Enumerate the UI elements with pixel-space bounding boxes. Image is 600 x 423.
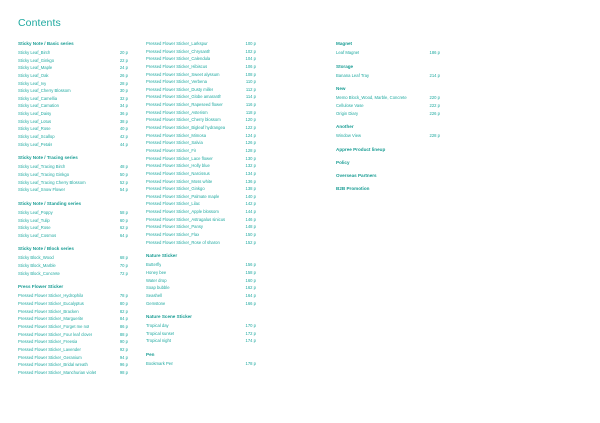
toc-entry-title: Sticky Leaf_Ginkgo (18, 57, 55, 63)
toc-entry-page: 132 p (245, 163, 256, 169)
toc-entry[interactable] (18, 224, 128, 232)
toc-entry-title: Seashell (146, 292, 163, 298)
toc-entry[interactable] (146, 132, 256, 140)
toc-entry-page: 90 p (119, 339, 128, 345)
toc-entry[interactable] (146, 147, 256, 155)
toc-entry-title: Pressed Flower Sticker_Geranium (18, 354, 82, 360)
toc-section (336, 123, 440, 140)
toc-entry-title: Pressed Flower Sticker_Rose of sharon (146, 239, 220, 245)
toc-entry-title: Tropical sunset (146, 330, 175, 336)
toc-entry[interactable] (18, 232, 128, 240)
toc-entry[interactable] (146, 200, 256, 208)
toc-entry-title: Sticky Leaf_Poppy (18, 209, 53, 215)
toc-entry[interactable] (18, 331, 128, 339)
toc-entry[interactable] (146, 155, 256, 163)
toc-entry-page: 164 p (245, 292, 256, 298)
toc-entry-page: 86 p (119, 323, 128, 329)
section-heading: Sticky Note / Standing series (18, 200, 82, 206)
toc-entry[interactable] (18, 262, 128, 270)
toc-entry-title: Sticky Leaf_Ivy (18, 80, 47, 86)
toc-entry[interactable] (146, 300, 256, 308)
toc-entry-page: 70 p (119, 263, 128, 269)
toc-section (336, 40, 440, 57)
toc-entry[interactable] (146, 124, 256, 132)
toc-entry-page: 114 p (245, 94, 256, 100)
toc-entry[interactable] (18, 49, 128, 57)
toc-entry-page: 122 p (245, 125, 256, 131)
toc-entry-title: Pressed Flower Sticker_Rapeseed flower (146, 102, 223, 108)
toc-entry-page: 84 p (119, 316, 128, 322)
toc-entry[interactable] (18, 57, 128, 65)
toc-entry[interactable] (146, 193, 256, 201)
toc-entry[interactable] (18, 361, 128, 369)
toc-entry-title: Pressed Flower Sticker_Mimosa (146, 132, 207, 138)
toc-entry-page: 130 p (245, 155, 256, 161)
toc-entry[interactable] (18, 354, 128, 362)
toc-entry-page: 26 p (119, 72, 128, 78)
toc-entry-page: 50 p (119, 171, 128, 177)
toc-section (146, 252, 256, 307)
toc-entry-title: Pressed Flower Sticker_Larkspur (146, 41, 208, 46)
toc-entry-title: Sticky Leaf_Tulip (18, 217, 50, 223)
toc-entry[interactable] (146, 162, 256, 170)
section-heading: Sticky Note / Block series (18, 246, 74, 252)
toc-entry-title: Sticky Leaf_Carnation (18, 103, 59, 109)
toc-entry[interactable] (146, 216, 256, 224)
toc-section (18, 283, 128, 376)
toc-entry-title: Sticky Leaf_Daisy (18, 111, 52, 117)
toc-entry-title: Honey bee (146, 269, 167, 275)
toc-entry-title: Pressed Flower Sticker_Marguerite (18, 316, 84, 322)
toc-entry-page: 120 p (245, 117, 256, 123)
toc-entry-page: 58 p (119, 209, 128, 215)
toc-entry-title: Pressed Flower Sticker_Lace flower (146, 155, 213, 161)
toc-entry-title: Pressed Flower Sticker_Fir (146, 147, 197, 153)
toc-entry-page: 36 p (119, 111, 128, 117)
toc-entry-page: 104 p (245, 56, 256, 62)
toc-entry-title: Pressed Flower Sticker_Pansy (146, 224, 204, 230)
toc-entry-page: 88 p (119, 331, 128, 337)
toc-entry-title: Pressed Flower Sticker_Four leaf clover (18, 331, 93, 337)
toc-entry-title: Sticky Block_Wood (18, 255, 54, 261)
section-heading: Press Flower Sticker (18, 284, 64, 290)
toc-entry-title: Pressed Flower Sticker_Flax (146, 232, 200, 238)
toc-entry-title: Pressed Flower Sticker_Calendula (146, 56, 211, 62)
toc-entry[interactable] (336, 49, 440, 57)
section-heading[interactable]: B2B Promotion (336, 185, 370, 191)
toc-entry-page: 174 p (245, 338, 256, 344)
toc-entry-page: 102 p (245, 48, 256, 54)
toc-entry-title: Origin Diary (336, 110, 359, 116)
toc-entry-page: 96 p (119, 362, 128, 368)
toc-entry-page: 142 p (245, 201, 256, 207)
toc-entry[interactable] (336, 110, 440, 118)
toc-entry-page: 48 p (119, 164, 128, 170)
toc-entry[interactable] (146, 185, 256, 193)
toc-entry-title: Pressed Flower Sticker_Palmate maple (146, 193, 220, 199)
toc-entry-page: 62 p (119, 225, 128, 231)
toc-entry-title: Sticky Leaf_Oak (18, 72, 49, 78)
toc-entry[interactable] (336, 72, 440, 80)
toc-entry-title: Leaf Magnet (336, 50, 360, 55)
toc-entry-page: 136 p (245, 178, 256, 184)
toc-entry-page: 94 p (119, 354, 128, 360)
toc-entry-page: 166 p (245, 300, 256, 306)
toc-section (336, 85, 440, 117)
toc-section (18, 40, 128, 148)
toc-entry-title: Sticky Leaf_Maple (18, 65, 53, 71)
toc-entry[interactable] (18, 110, 128, 118)
toc-entry[interactable] (146, 292, 256, 300)
toc-section (336, 159, 440, 166)
toc-entry-title: Pressed Flower Sticker_Hydrophila (18, 293, 84, 299)
toc-entry[interactable] (146, 71, 256, 79)
toc-entry-title: Sticky Block_Marble (18, 263, 56, 269)
toc-entry-title: Memo Block_Wood, Marble, Concrete (336, 95, 407, 101)
toc-entry-title: Bookmark Pen (146, 361, 174, 367)
toc-section (146, 40, 256, 246)
toc-entry-title: Sticky Leaf_Scallop (18, 134, 55, 140)
toc-entry[interactable] (18, 217, 128, 225)
toc-entry[interactable] (18, 338, 128, 346)
toc-entry-page: 128 p (245, 147, 256, 153)
toc-entry-page: 32 p (119, 95, 128, 101)
toc-entry-page: 140 p (245, 193, 256, 199)
toc-entry[interactable] (18, 254, 128, 262)
toc-entry-title: Cellulose Vase (336, 102, 364, 108)
toc-entry-page: 124 p (245, 132, 256, 138)
toc-entry[interactable] (146, 284, 256, 292)
toc-entry[interactable] (336, 94, 440, 102)
toc-entry-title: Sticky Block_Concrete (18, 270, 60, 276)
toc-entry-page: 138 p (245, 186, 256, 192)
toc-entry[interactable] (146, 360, 256, 368)
toc-entry-page: 220 p (429, 95, 440, 101)
toc-entry-page: 108 p (245, 71, 256, 77)
toc-entry-page: 162 p (245, 285, 256, 291)
toc-entry-title: Pressed Flower Sticker_Narcissus (146, 170, 210, 176)
toc-entry-title: Pressed Flower Sticker_Holly blue (146, 163, 210, 169)
toc-entry-title: Pressed Flower Sticker_Moss white (146, 178, 213, 184)
toc-entry[interactable] (146, 330, 256, 338)
toc-entry[interactable] (18, 209, 128, 217)
toc-entry-page: 118 p (245, 109, 256, 115)
toc-entry-page: 72 p (119, 270, 128, 276)
toc-entry-page: 64 p (119, 232, 128, 238)
toc-entry[interactable] (18, 308, 128, 316)
toc-entry-page: 148 p (245, 224, 256, 230)
toc-entry-title: Pressed Flower Sticker_Astragalus sinicus (146, 216, 226, 222)
toc-entry[interactable] (146, 322, 256, 330)
toc-entry[interactable] (146, 63, 256, 71)
toc-entry-page: 186 p (429, 50, 440, 55)
toc-entry-title: Sticky Leaf_Birch (18, 50, 51, 55)
toc-entry[interactable] (146, 277, 256, 285)
toc-entry-title: Tropical day (146, 323, 169, 329)
contents-column-1 (18, 40, 128, 376)
toc-entry-title: Pressed Flower Sticker_Eucalyptus (18, 301, 84, 307)
toc-entry[interactable] (146, 78, 256, 86)
section-heading[interactable]: Policy (336, 159, 350, 165)
toc-entry-page: 226 p (429, 110, 440, 116)
toc-entry-page: 144 p (245, 209, 256, 215)
toc-entry[interactable] (146, 116, 256, 124)
toc-entry[interactable] (146, 337, 256, 345)
toc-entry[interactable] (146, 231, 256, 239)
toc-entry[interactable] (146, 55, 256, 63)
toc-section (336, 172, 440, 179)
toc-entry[interactable] (146, 86, 256, 94)
toc-entry-page: 24 p (119, 65, 128, 71)
toc-section (146, 351, 256, 368)
toc-section (336, 185, 440, 192)
toc-entry[interactable] (18, 270, 128, 278)
section-heading: Nature Scene Sticker (146, 314, 192, 320)
toc-entry[interactable] (18, 80, 128, 88)
contents-column-2 (146, 40, 256, 368)
toc-entry-title: Pressed Flower Sticker_Chrysanth (146, 48, 211, 54)
section-heading: Magnet (336, 41, 353, 46)
toc-entry[interactable] (146, 239, 256, 247)
toc-entry-page: 52 p (119, 179, 128, 185)
toc-entry[interactable] (18, 315, 128, 323)
page-title: Contents (18, 17, 61, 29)
toc-entry[interactable] (18, 87, 128, 95)
toc-entry[interactable] (146, 269, 256, 277)
toc-entry-title: Pressed Flower Sticker_Dusty miller (146, 86, 214, 92)
toc-entry-page: 158 p (245, 269, 256, 275)
section-heading[interactable]: Overseas Partners (336, 172, 377, 178)
toc-entry-page: 110 p (245, 79, 256, 85)
toc-entry-title: Pressed Flower Sticker_Ginkgo (146, 186, 205, 192)
toc-entry-page: 126 p (245, 140, 256, 146)
toc-entry[interactable] (146, 208, 256, 216)
toc-entry-title: Sticky Leaf_Rose (18, 126, 51, 132)
toc-entry[interactable] (146, 48, 256, 56)
toc-entry[interactable] (18, 292, 128, 300)
toc-entry-page: 40 p (119, 126, 128, 132)
toc-entry[interactable] (146, 223, 256, 231)
section-heading: Another (336, 124, 354, 130)
section-heading: New (336, 86, 346, 92)
section-heading[interactable]: Appree Product lineup (336, 146, 386, 152)
toc-entry[interactable] (146, 261, 256, 269)
toc-entry-title: Pressed Flower Sticker_Lavender (18, 346, 81, 352)
toc-entry-title: Pressed Flower Sticker_Manchurian violet (18, 369, 97, 375)
toc-entry[interactable] (336, 102, 440, 110)
toc-entry-title: Sticky Leaf_Tracing Ginkgo (18, 171, 70, 177)
toc-entry[interactable] (146, 93, 256, 101)
section-heading: Storage (336, 63, 354, 69)
toc-entry-page: 152 p (245, 239, 256, 245)
toc-entry[interactable] (18, 141, 128, 149)
toc-entry-title: Pressed Flower Sticker_Salvia (146, 140, 203, 146)
toc-entry[interactable] (18, 163, 128, 171)
toc-entry-page: 100 p (245, 41, 256, 46)
toc-entry-title: Pressed Flower Sticker_Forget me not (18, 323, 90, 329)
toc-entry-page: 22 p (119, 57, 128, 63)
toc-entry-title: Sticky Leaf_Cherry Blossom (18, 88, 71, 94)
toc-entry[interactable] (18, 125, 128, 133)
toc-entry-title: Pressed Flower Sticker_Bridal wreath (18, 362, 88, 368)
toc-entry-title: Pressed Flower Sticker_Sweet alyssum (146, 71, 220, 77)
toc-entry-title: Sticky Leaf_Tracing Birch (18, 164, 66, 170)
toc-entry-title: Pressed Flower Sticker_Bracken (18, 308, 79, 314)
toc-section (18, 200, 128, 240)
toc-entry-title: Pressed Flower Sticker_Lilac (146, 201, 200, 207)
toc-entry-page: 80 p (119, 301, 128, 307)
toc-entry[interactable] (146, 101, 256, 109)
toc-entry[interactable] (18, 369, 128, 377)
toc-entry-title: Tropical night (146, 338, 171, 344)
toc-entry[interactable] (146, 170, 256, 178)
section-heading: Nature Sticker (146, 253, 178, 259)
toc-section (18, 245, 128, 277)
toc-entry[interactable] (146, 139, 256, 147)
toc-entry-page: 214 p (429, 72, 440, 78)
toc-entry-title: Sticky Leaf_Cosmos (18, 232, 57, 238)
toc-entry-title: Sticky Leaf_Camellia (18, 95, 58, 101)
contents-column-3 (336, 40, 440, 194)
toc-entry-title: Window View (336, 133, 362, 139)
toc-entry[interactable] (18, 186, 128, 194)
toc-entry[interactable] (18, 133, 128, 141)
toc-entry-page: 28 p (119, 80, 128, 86)
toc-entry[interactable] (336, 132, 440, 140)
toc-entry[interactable] (18, 72, 128, 80)
toc-entry-page: 172 p (245, 330, 256, 336)
toc-entry-page: 150 p (245, 232, 256, 238)
toc-entry[interactable] (18, 64, 128, 72)
toc-entry-title: Pressed Flower Sticker_Hibiscus (146, 63, 208, 69)
section-heading: Pen (146, 352, 155, 358)
toc-entry-page: 60 p (119, 217, 128, 223)
toc-entry-page: 228 p (429, 133, 440, 139)
toc-section (146, 313, 256, 345)
toc-entry-title: Pressed Flower Sticker_Apple blossom (146, 209, 219, 215)
toc-entry[interactable] (18, 300, 128, 308)
toc-entry-page: 106 p (245, 63, 256, 69)
toc-entry-title: Sticky Leaf_Snow Flower (18, 187, 66, 193)
toc-entry-page: 92 p (119, 346, 128, 352)
toc-entry-page: 178 p (245, 361, 256, 367)
toc-entry-page: 156 p (245, 262, 256, 268)
toc-entry-page: 78 p (119, 293, 128, 299)
toc-entry-page: 170 p (245, 323, 256, 329)
toc-entry-title: Pressed Flower Sticker_Bigleaf hydrangea (146, 125, 226, 131)
toc-entry-title: Sticky Leaf_Tracing Cherry Blossom (18, 179, 86, 185)
toc-section (336, 63, 440, 80)
toc-entry-page: 20 p (119, 50, 128, 55)
toc-entry-page: 68 p (119, 255, 128, 261)
toc-entry-page: 38 p (119, 118, 128, 124)
toc-entry-title: Pressed Flower Sticker_Verbena (146, 79, 207, 85)
toc-entry[interactable] (18, 179, 128, 187)
toc-entry-page: 98 p (119, 369, 128, 375)
toc-entry-title: Pressed Flower Sticker_Globe amaranth (146, 94, 222, 100)
toc-entry-page: 54 p (119, 187, 128, 193)
toc-entry-title: Butterfly (146, 262, 162, 268)
toc-entry-page: 134 p (245, 170, 256, 176)
toc-entry[interactable] (146, 40, 256, 48)
toc-section (18, 154, 128, 194)
toc-entry-page: 82 p (119, 308, 128, 314)
toc-entry-title: Sticky Leaf_Petals (18, 141, 53, 147)
toc-entry-title: Sticky Leaf_Rose (18, 225, 51, 231)
toc-entry-page: 160 p (245, 277, 256, 283)
toc-entry-title: Gemstone (146, 300, 166, 306)
toc-entry-page: 44 p (119, 141, 128, 147)
toc-entry[interactable] (18, 323, 128, 331)
toc-entry[interactable] (146, 178, 256, 186)
toc-section (336, 146, 440, 153)
toc-entry-page: 116 p (245, 102, 256, 108)
toc-entry-page: 34 p (119, 103, 128, 109)
section-heading: Sticky Note / Basic series (18, 41, 74, 46)
toc-entry-page: 30 p (119, 88, 128, 94)
toc-entry-title: Pressed Flower Sticker_Freesia (18, 339, 78, 345)
toc-entry-page: 146 p (245, 216, 256, 222)
toc-entry[interactable] (18, 102, 128, 110)
toc-entry-title: Pressed Flower Sticker_Cherry blossom (146, 117, 221, 123)
toc-entry-title: Pressed Flower Sticker_Asterism (146, 109, 208, 115)
toc-entry-title: Water drop (146, 277, 167, 283)
toc-entry[interactable] (146, 109, 256, 117)
toc-entry-page: 222 p (429, 102, 440, 108)
toc-entry-page: 42 p (119, 134, 128, 140)
toc-entry[interactable] (18, 171, 128, 179)
toc-entry[interactable] (18, 118, 128, 126)
toc-entry-title: Banana Leaf Tray (336, 72, 370, 78)
toc-entry[interactable] (18, 95, 128, 103)
toc-entry-page: 112 p (245, 86, 256, 92)
section-heading: Sticky Note / Tracing series (18, 155, 78, 161)
toc-entry[interactable] (18, 346, 128, 354)
toc-entry-title: Soap bubble (146, 285, 170, 291)
toc-entry-title: Sticky Leaf_Lotus (18, 118, 52, 124)
